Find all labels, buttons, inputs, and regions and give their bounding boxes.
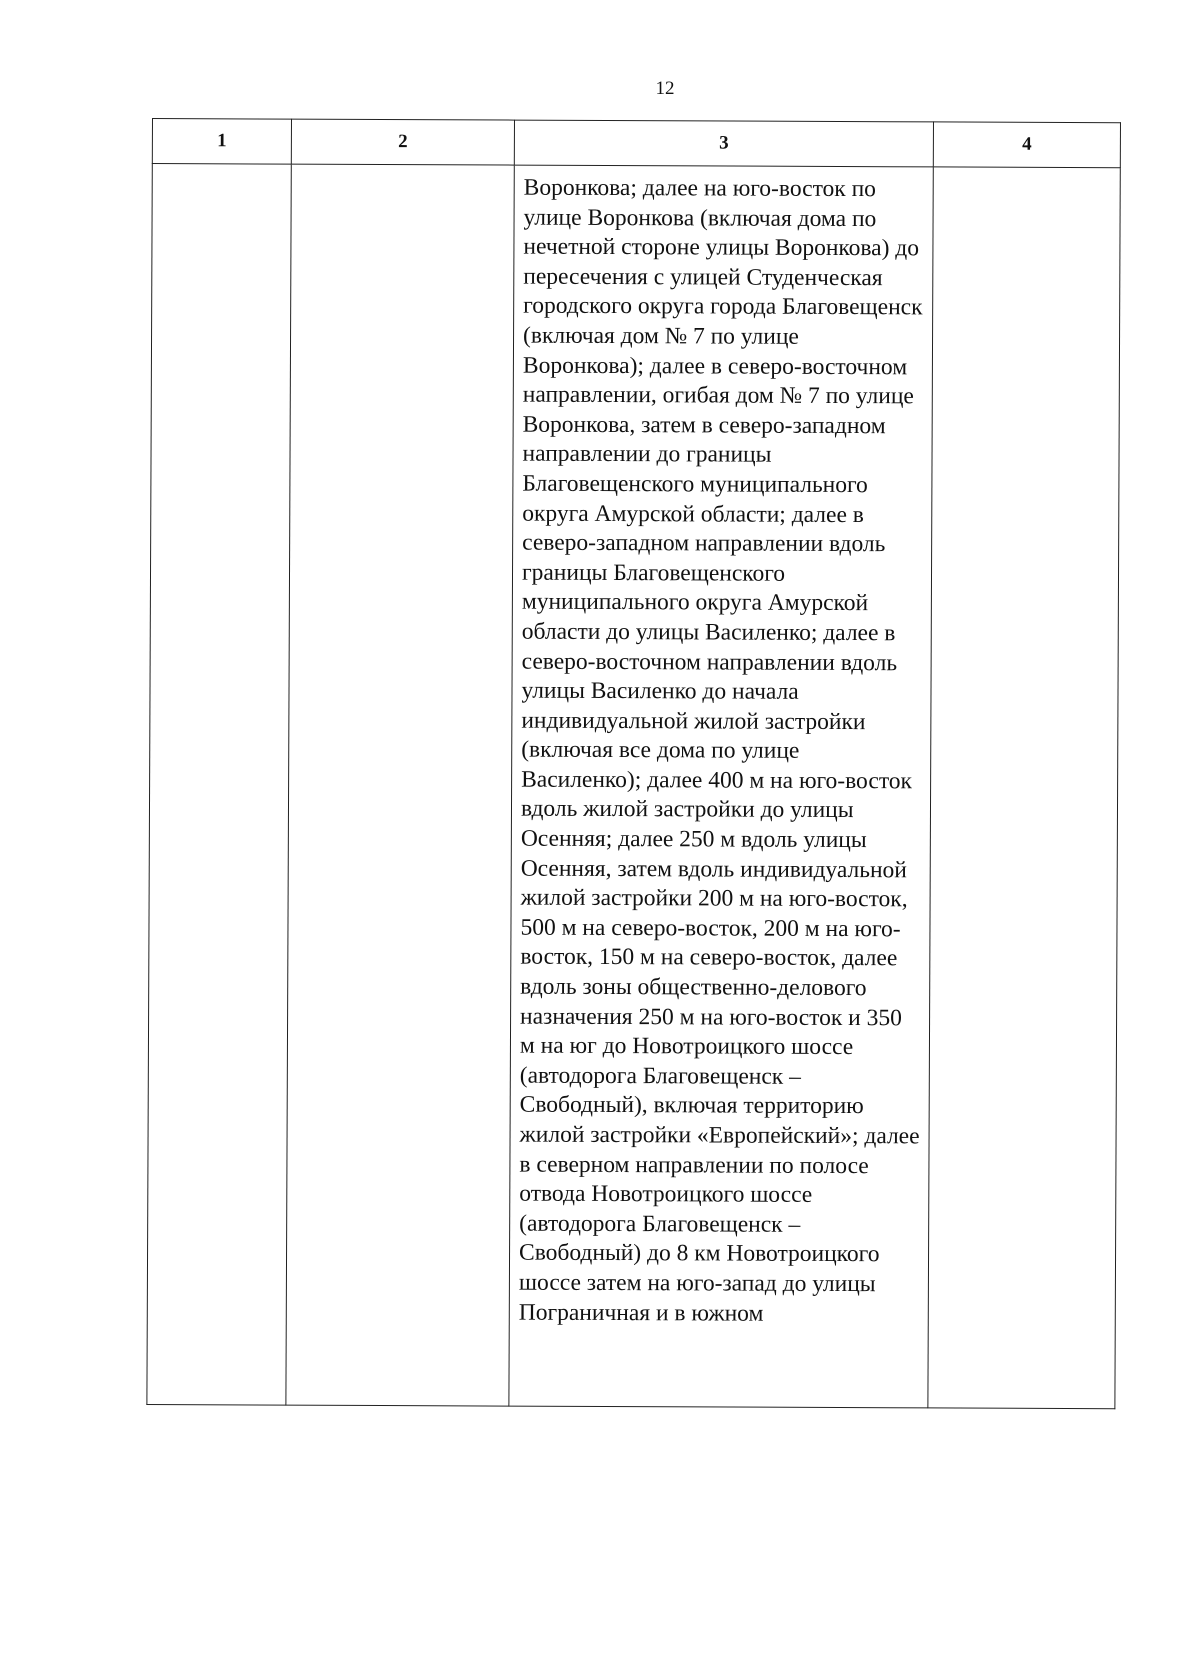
header-col-2: 2 [291,119,514,165]
boundary-description: Воронкова; далее на юго-восток по улице Воронкова (включая дома по нечетной стороне улицы Воронкова) до пересечения с улицей Студенческая городского округа города Благовещенск (включая дом № 7 по улице Воронкова); далее в северо-восточном направлении, огибая дом № 7 по улице Воронкова, затем в северо-западном направлении до границы Благовещенского муниципального округа Амурской области; далее в северо-западном направлении вдоль границы Благовещенского муниципального округа Амурской области до улицы Василенко; далее в северо-восточном направлении вдоль улицы Василенко до начала индивидуальной жилой застройки (включая все дома по улице Василенко); далее 400 м на юго-восток вдоль жилой застройки до улицы Осенняя; далее 250 м вдоль улицы Осенняя, затем вдоль индивидуальной жилой застройки 200 м на юго-восток, 500 м на северо-восток, 200 м на юго-восток, 150 м на северо-восток, далее вдоль зоны общественно-делового назначения 250 м на юго-восток и 350 м на юг до Новотроицкого шоссе (автодорога Благовещенск – Свободный), включая территорию жилой застройки «Европейский»; далее в северном направлении по полосе отвода Новотроицкого шоссе (автодорога Благовещенск – Свободный) до 8 км Новотроицкого шоссе затем на юго-запад до улицы Пограничная и в южном [518,174,923,1327]
cell-col-2 [286,164,514,1406]
boundary-table [146,118,1121,1409]
table-header-row [152,119,1120,168]
table-row [147,164,1120,1409]
page-number: 12 [655,78,675,99]
header-col-4: 4 [933,122,1120,168]
document-sheet [146,118,1120,1412]
cell-col-1 [147,164,291,1406]
header-col-3: 3 [514,120,933,167]
header-col-1: 1 [152,119,291,165]
cell-col-3 [509,165,933,1408]
cell-col-4 [928,167,1120,1409]
